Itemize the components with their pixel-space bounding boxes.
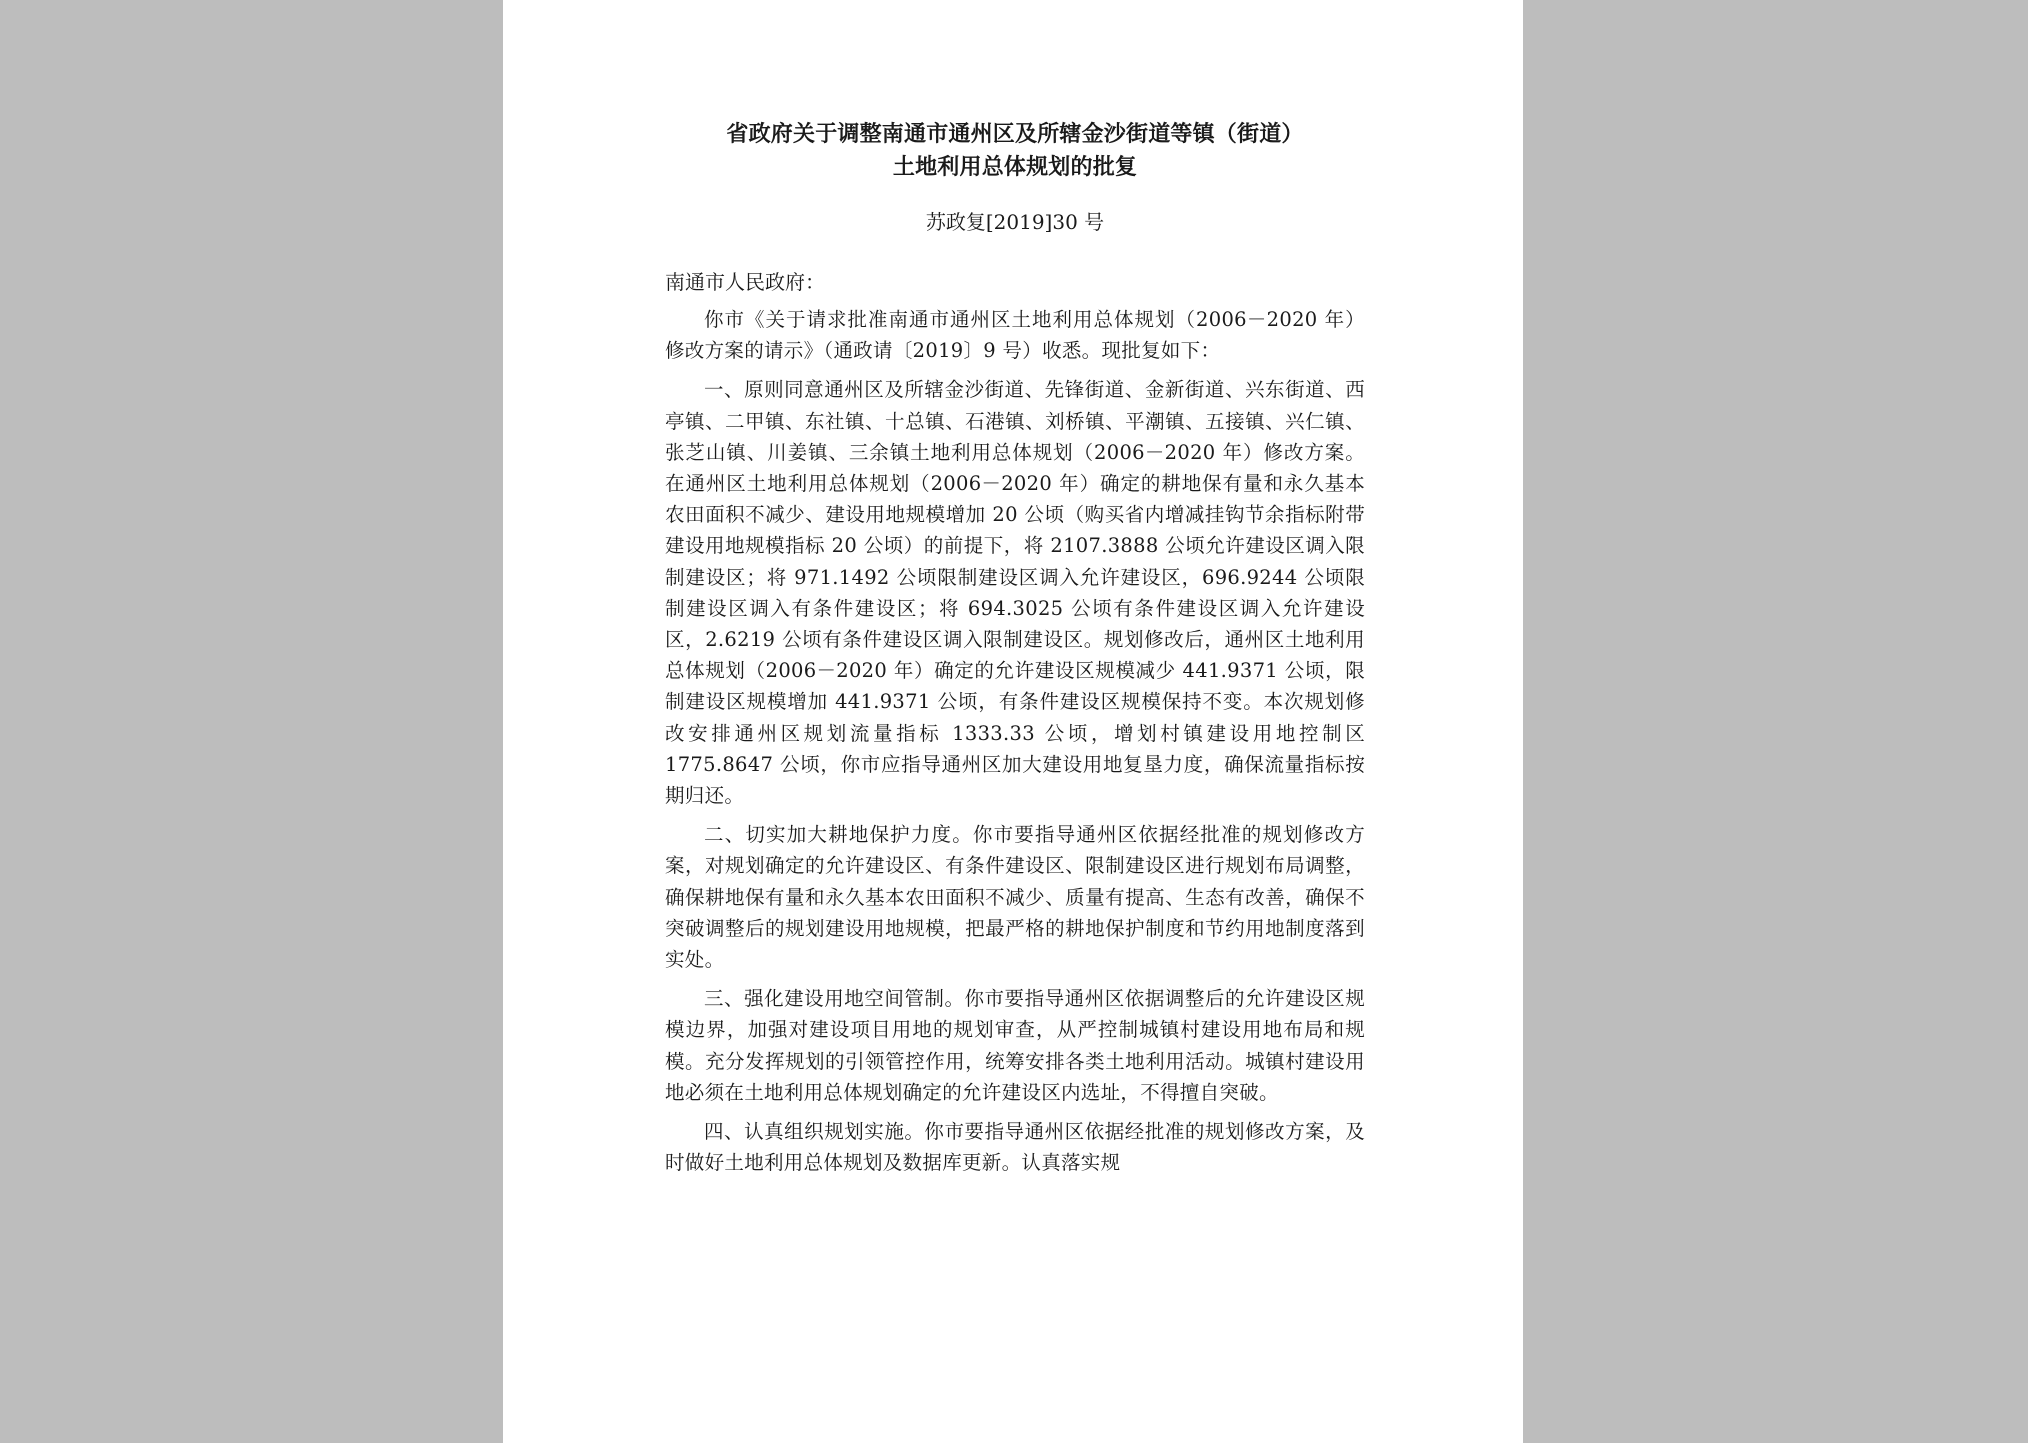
document-number: 苏政复[2019]30 号 (925, 210, 1105, 234)
paragraph-intro: 你市《关于请求批准南通市通州区土地利用总体规划（2006－2020 年）修改方案的请示》（通政请〔2019〕9 号）收悉。现批复如下： (665, 308, 1365, 363)
document-body (665, 118, 1365, 1186)
title-line-2: 土地利用总体规划的批复 (892, 155, 1138, 180)
paragraph-item-3: 三、强化建设用地空间管制。你市要指导通州区依据调整后的允许建设区规模边界，加强对建设项目用地的规划审查，从严控制城镇村建设用地布局和规模。充分发挥规划的引领管控作用，统筹安排各类土地利用活动。城镇村建设用地必须在土地利用总体规划确定的允许建设区内选址，不得擅自突破。 (665, 987, 1365, 1104)
paragraph-item-2: 二、切实加大耕地保护力度。你市要指导通州区依据经批准的规划修改方案，对规划确定的允许建设区、有条件建设区、限制建设区进行规划布局调整，确保耕地保有量和永久基本农田面积不减少、质量有提高、生态有改善，确保不突破调整后的规划建设用地规模，把最严格的耕地保护制度和节约用地制度落到实处。 (665, 823, 1365, 972)
paragraph-item-1: 一、原则同意通州区及所辖金沙街道、先锋街道、金新街道、兴东街道、西亭镇、二甲镇、东社镇、十总镇、石港镇、刘桥镇、平潮镇、五接镇、兴仁镇、张芝山镇、川姜镇、三余镇土地利用总体规划（2006－2020 年）修改方案。在通州区土地利用总体规划（2006－2020 年）确定的耕地保有量和永久基本农田面积不减少、建设用地规模增加 20 公顷（购买省内增减挂钩节余指标附带建设用地规模指标 20 公顷）的前提下，将 2107.3888 公顷允许建设区调入限制建设区；将 971.1492 公顷限制建设区调入允许建设区，696.9244 公顷限制建设区调入有条件建设区；将 694.3025 公顷有条件建设区调入允许建设区，2.6219 公顷有条件建设区调入限制建设区。规划修改后，通州区土地利用总体规划（2006－2020 年）确定的允许建设区规模减少 441.9371 公顷，限制建设区规模增加 441.9371 公顷，有条件建设区规模保持不变。本次规划修改安排通州区规划流量指标 1333.33 公顷，增划村镇建设用地控制区 1775.8647 公顷，你市应指导通州区加大建设用地复垦力度，确保流量指标按期归还。 (665, 378, 1365, 808)
paragraph-item-4: 四、认真组织规划实施。你市要指导通州区依据经批准的规划修改方案，及时做好土地利用总体规划及数据库更新。认真落实规 (665, 1120, 1365, 1175)
document-title (665, 118, 1365, 184)
document-page (503, 0, 1523, 1443)
title-line-1: 省政府关于调整南通市通州区及所辖金沙街道等镇（街道） (726, 122, 1304, 147)
addressee: 南通市人民政府： (665, 270, 825, 294)
